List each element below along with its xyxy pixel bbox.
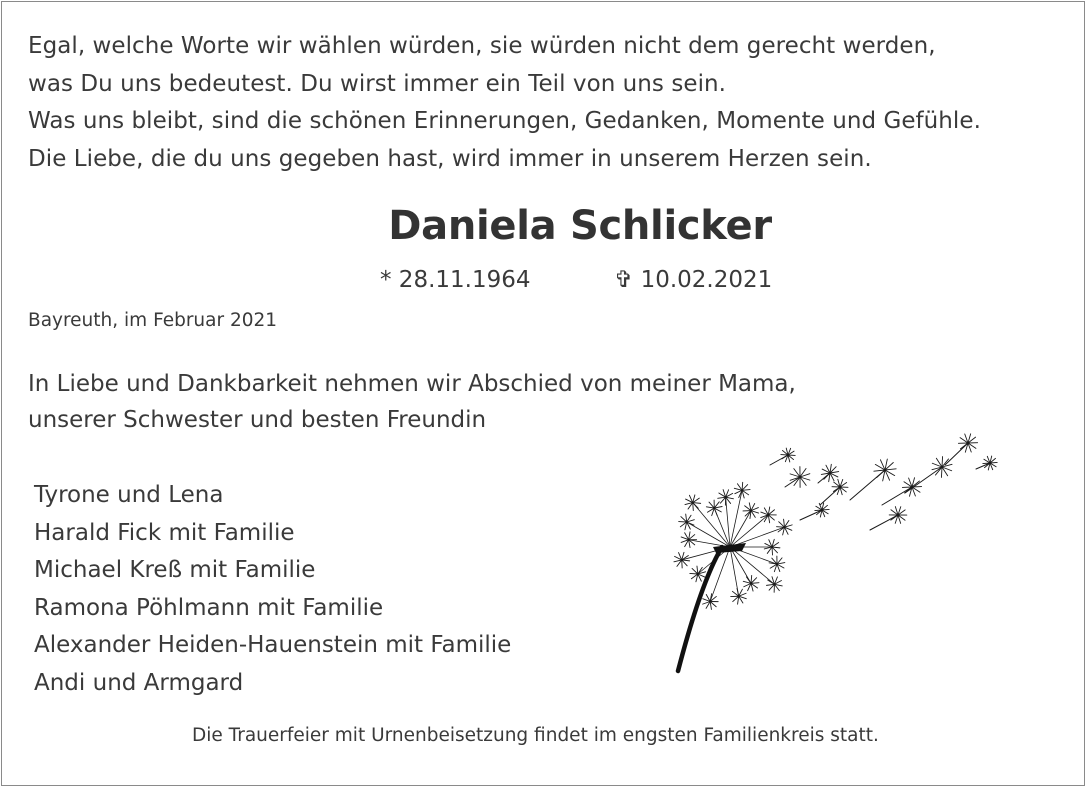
mourner: Ramona Pöhlmann mit Familie xyxy=(34,594,384,621)
mourner: Andi und Armgard xyxy=(34,669,244,696)
place-date: Bayreuth, im Februar 2021 xyxy=(28,310,278,331)
poem-line: Egal, welche Worte wir wählen würden, sie würden nicht dem gerecht werden, xyxy=(28,33,936,59)
mourner: Tyrone und Lena xyxy=(34,482,224,508)
mourners-list xyxy=(34,477,511,702)
poem-line: Die Liebe, die du uns gegeben hast, wird immer in unserem Herzen sein. xyxy=(28,145,872,172)
mourner: Michael Kreß mit Familie xyxy=(34,557,316,583)
farewell-line: In Liebe und Dankbarkeit nehmen wir Abschied von meiner Mama, xyxy=(28,371,796,397)
mourner: Harald Fick mit Familie xyxy=(34,519,295,546)
birth-date: * 28.11.1964 xyxy=(380,267,531,293)
farewell-line: unserer Schwester und besten Freundin xyxy=(28,407,487,433)
poem-line: was Du uns bedeutest. Du wirst immer ein Teil von uns sein. xyxy=(28,70,726,97)
death-date: ✞ 10.02.2021 xyxy=(614,267,773,293)
ceremony-note: Die Trauerfeier mit Urnenbeisetzung findet im engsten Familienkreis statt. xyxy=(192,725,879,746)
poem-line: Was uns bleibt, sind die schönen Erinnerungen, Gedanken, Momente und Gefühle. xyxy=(28,108,981,134)
poem xyxy=(28,28,981,178)
dandelion-icon xyxy=(650,425,1010,680)
mourner: Alexander Heiden-Hauenstein mit Familie xyxy=(34,632,512,658)
deceased-name: Daniela Schlicker xyxy=(388,203,772,249)
